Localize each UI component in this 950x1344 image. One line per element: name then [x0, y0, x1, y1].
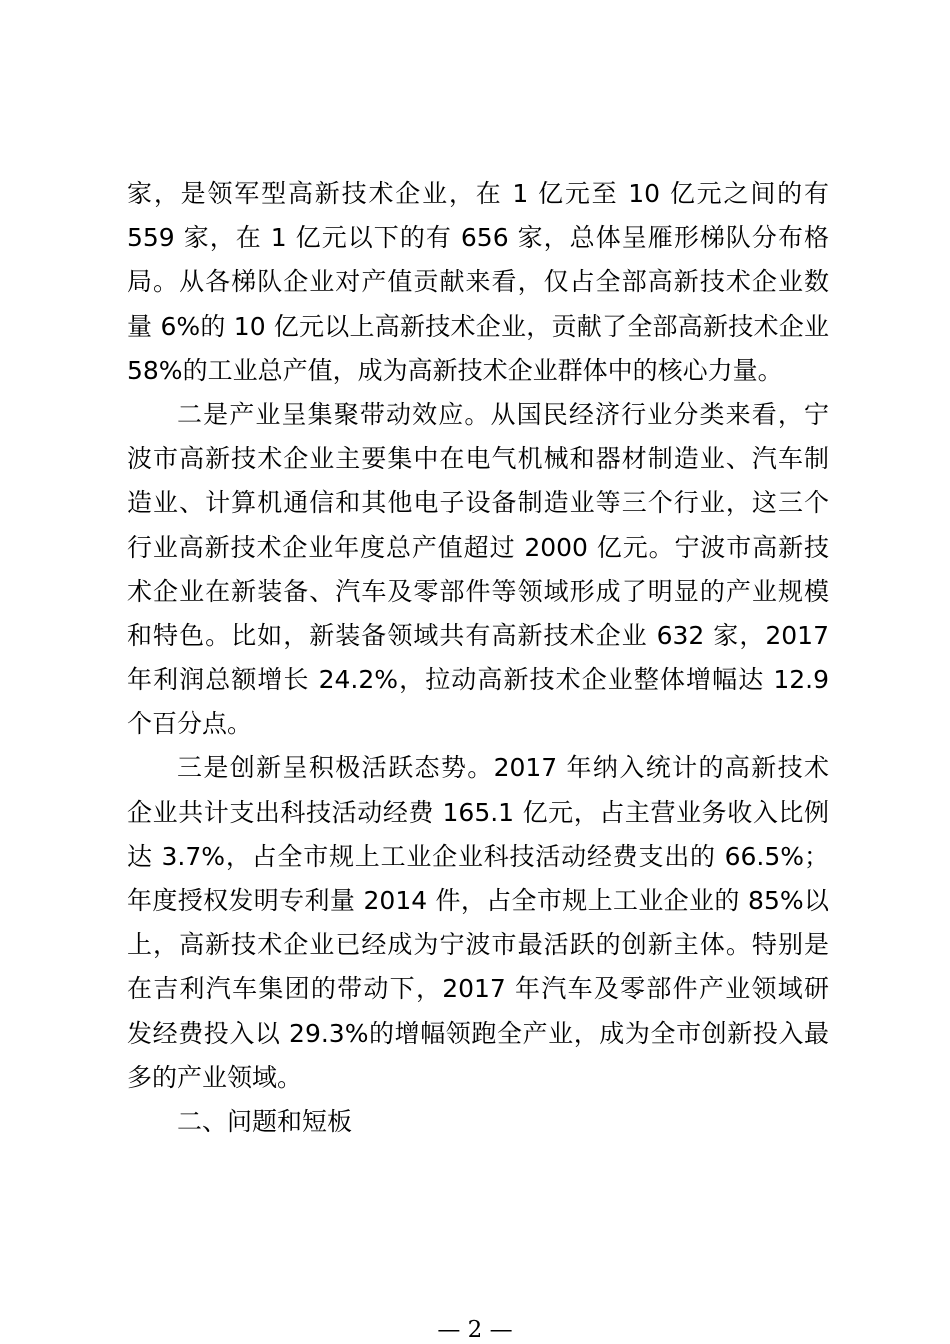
text-line: 企业共计支出科技活动经费 165.1 亿元，占主营业务收入比例 — [127, 797, 829, 827]
text-line: 三是创新呈积极活跃态势。2017 年纳入统计的高新技术 — [177, 753, 829, 783]
text-line: 行业高新技术企业年度总产值超过 2000 亿元。宁波市高新技 — [127, 532, 829, 562]
text-line: 发经费投入以 29.3%的增幅领跑全产业，成为全市创新投入最 — [127, 1018, 829, 1048]
text-line: 年度授权发明专利量 2014 件，占全市规上工业企业的 85%以 — [127, 886, 829, 915]
paragraph-innovation-activity — [127, 746, 829, 1100]
section-heading: 二、问题和短板 — [177, 1106, 353, 1136]
text-line: 量 6%的 10 亿元以上高新技术企业，贡献了全部高新技术企业 — [127, 311, 829, 341]
text-line: 造业、计算机通信和其他电子设备制造业等三个行业，这三个 — [127, 488, 829, 518]
document-body — [127, 172, 829, 1144]
text-line: 上，高新技术企业已经成为宁波市最活跃的创新主体。特别是 — [127, 930, 829, 960]
text-line: 和特色。比如，新装备领域共有高新技术企业 632 家，2017 — [127, 620, 829, 650]
text-line: 年利润总额增长 24.2%，拉动高新技术企业整体增幅达 12.9 — [127, 665, 829, 695]
section-heading-block — [127, 1100, 829, 1144]
page-number: — 2 — — [437, 1317, 513, 1343]
text-line: 58%的工业总产值，成为高新技术企业群体中的核心力量。 — [127, 355, 783, 385]
text-line: 个百分点。 — [127, 709, 253, 739]
text-line: 家，是领军型高新技术企业，在 1 亿元至 10 亿元之间的有 — [127, 179, 829, 208]
paragraph-tiered-distribution — [127, 172, 829, 393]
text-line: 局。从各梯队企业对产值贡献来看，仅占全部高新技术企业数 — [127, 267, 829, 297]
text-line: 559 家，在 1 亿元以下的有 656 家，总体呈雁形梯队分布格 — [127, 223, 829, 253]
text-line: 二是产业呈集聚带动效应。从国民经济行业分类来看，宁 — [177, 399, 829, 429]
text-line: 达 3.7%，占全市规上工业企业科技活动经费支出的 66.5%； — [127, 841, 829, 871]
text-line: 多的产业领域。 — [127, 1062, 303, 1092]
paragraph-industry-clustering — [127, 393, 829, 747]
text-line: 术企业在新装备、汽车及零部件等领域形成了明显的产业规模 — [127, 576, 829, 606]
text-line: 在吉利汽车集团的带动下，2017 年汽车及零部件产业领域研 — [127, 974, 829, 1004]
text-line: 波市高新技术企业主要集中在电气机械和器材制造业、汽车制 — [127, 444, 829, 474]
